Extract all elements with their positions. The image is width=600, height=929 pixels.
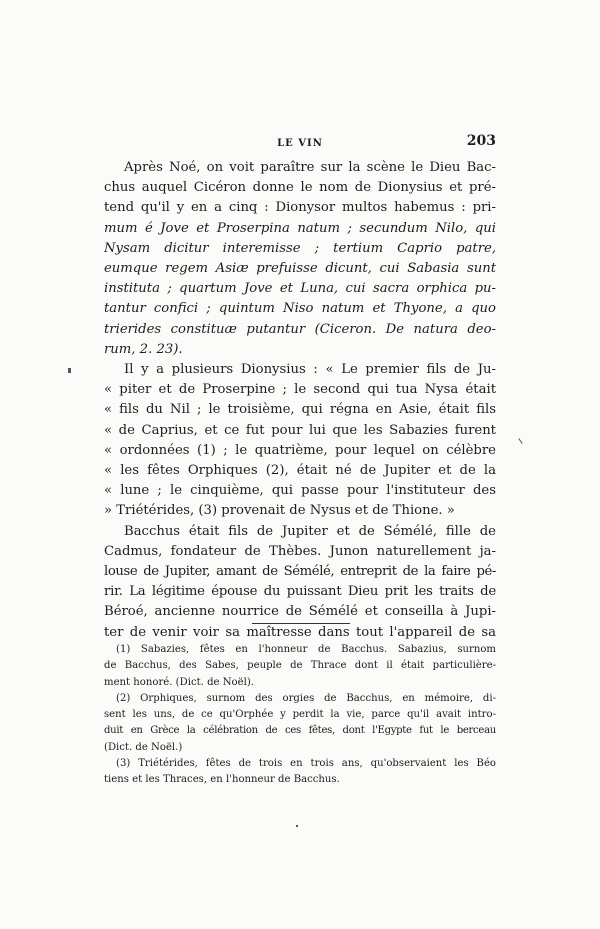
text-line: « de Caprius, et ce fut pour lui que les Sabazies furent (104, 422, 496, 438)
footnote-line: tiens et les Thraces, en l'honneur de Bacchus. (104, 774, 340, 786)
text-line: mum é Jove et Proserpina natum ; secundum Nilo, qui (104, 220, 496, 236)
footnote-line: sent les uns, de ce qu'Orphée y perdit la vie, parce qu'il avait intro- (104, 709, 496, 721)
footnote-line: (2) Orphiques, surnom des orgies de Bacchus, en mémoire, di- (116, 692, 496, 704)
text-line: instituta ; quartum Jove et Luna, cui sacra orphica pu- (104, 281, 496, 297)
text-line: Il y a plusieurs Dionysius : « Le premier fils de Ju- (124, 362, 496, 378)
text-line: Bacchus était fils de Jupiter et de Sémélé, fille de (124, 523, 496, 539)
footnote-line: ment honoré. (Dict. de Noël). (104, 676, 254, 688)
text-line: rum, 2. 23). (104, 341, 183, 357)
paragraph-bacchus-semele (104, 522, 496, 643)
text-line: ter de venir voir sa maîtresse dans tout l'appareil de sa (104, 624, 496, 640)
text-line: « lune ; le cinquième, qui passe pour l'instituteur des (104, 483, 496, 499)
footnote-3 (104, 756, 496, 789)
text-line: Nysam dicitur interemisse ; tertium Caprio patre, (104, 240, 496, 256)
text-line: louse de Jupiter, amant de Sémélé, entreprit de la faire pé- (104, 564, 496, 580)
text-line: « les fêtes Orphiques (2), était né de Jupiter et de la (104, 463, 496, 479)
footnote-2 (104, 691, 496, 756)
footnote-1 (104, 642, 496, 691)
paragraph-dionysius-intro (104, 158, 496, 360)
text-line: chus auquel Cicéron donne le nom de Dionysius et pré- (104, 180, 496, 196)
text-line: rir. La légitime épouse du puissant Dieu prit les traits de (104, 584, 496, 600)
text-line: tantur confici ; quintum Niso natum et Thyone, a quo (104, 301, 496, 317)
text-line: eumque regem Asiæ prefuisse dicunt, cui Sabasia sunt (104, 261, 496, 277)
text-line: « fils du Nil ; le troisième, qui régna en Asie, était fils (104, 402, 496, 418)
text-line: Cadmus, fondateur de Thèbes. Junon naturellement ja- (104, 543, 496, 559)
footnote-line: de Bacchus, des Sabes, peuple de Thrace dont il était particulière- (104, 660, 496, 672)
page-number: 203 (466, 133, 496, 149)
paragraph-plusieurs-dionysius (104, 360, 496, 522)
footnote-rule (252, 623, 350, 624)
text-line: » Triétérides, (3) provenait de Nysus et de Thione. » (104, 503, 455, 519)
text-line: Après Noé, on voit paraître sur la scène le Dieu Bac- (124, 160, 496, 175)
footnote-line: (3) Triétérides, fêtes de trois en trois ans, qu'observaient les Béo (116, 758, 496, 770)
footnotes (104, 642, 496, 789)
text-line: « piter et de Proserpine ; le second qui tua Nysa était (104, 382, 496, 398)
ink-speck (518, 438, 522, 443)
ink-speck (68, 368, 71, 373)
text-line: tend qu'il y en a cinq : Dionysor multos habemus : pri- (104, 200, 496, 216)
footnote-line: (Dict. de Noël.) (104, 741, 183, 753)
footnote-line: (1) Sabazies, fêtes en l'honneur de Bacchus. Sabazius, surnom (116, 644, 496, 655)
running-head: LE VIN (277, 138, 323, 149)
main-text (104, 158, 496, 643)
text-line: Béroé, ancienne nourrice de Sémélé et conseilla à Jupi- (104, 604, 496, 620)
ink-speck (296, 825, 298, 827)
page-header (104, 133, 496, 153)
footnote-line: duit en Grèce la célébration de ces fêtes, dont l'Egypte fut le berceau (104, 725, 496, 737)
text-line: « ordonnées (1) ; le quatrième, pour lequel on célèbre (104, 442, 496, 458)
text-line: trierides constituæ putantur (Ciceron. De natura deo- (104, 321, 496, 337)
